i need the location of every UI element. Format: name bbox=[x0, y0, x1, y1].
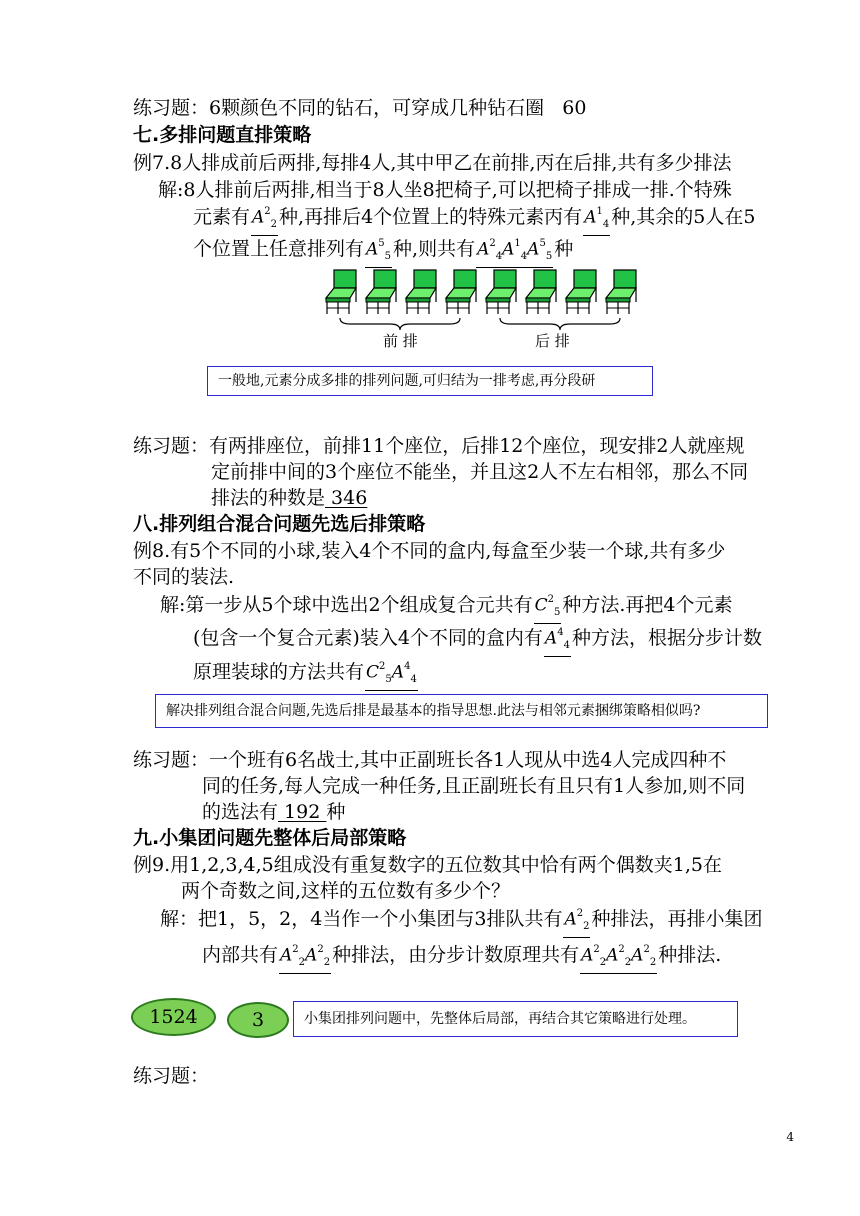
text: 排法的种数是 bbox=[211, 487, 326, 509]
page-number: 4 bbox=[786, 1130, 794, 1144]
note-box-7: 一般地,元素分成多排的排列问题,可归结为一排考虑,再分段研 bbox=[207, 366, 653, 396]
example-9-line2: 两个奇数之间,这样的五位数有多少个？ bbox=[181, 880, 511, 902]
math-A14: $A^1_4$ bbox=[583, 204, 610, 236]
math-A22A22: $A^2_2A^2_2$ bbox=[279, 942, 331, 974]
practice-label: 练习题： bbox=[133, 435, 210, 457]
text: 种排法. bbox=[658, 944, 722, 966]
section-8-heading: 八.排列组合混合问题先选后排策略 bbox=[133, 513, 426, 535]
text: 种方法，根据分步计数 bbox=[571, 627, 762, 649]
practice-line bbox=[133, 95, 586, 121]
text: 一个班有6名战士,其中正副班长各1人现从中选4人完成四种不 bbox=[209, 749, 727, 771]
solution-9-line1 bbox=[160, 906, 763, 938]
text: 种,则共有 bbox=[393, 238, 476, 260]
math-product: $A^2_4A^1_4A^5_5$ bbox=[476, 236, 553, 268]
math-A22A22A22: $A^2_2A^2_2A^2_2$ bbox=[580, 942, 657, 974]
solution-7-line1: 解:8人排前后两排,相当于8人坐8把椅子,可以把椅子排成一排.个特殊 bbox=[158, 179, 732, 201]
chair-icon bbox=[326, 270, 356, 314]
text: 种排法，再排小集团 bbox=[591, 908, 763, 930]
math-A55: $A^5_5$ bbox=[365, 236, 392, 268]
oval-3: 3 bbox=[227, 1002, 289, 1038]
text: 的选法有 bbox=[202, 801, 279, 823]
math-A22: $A^2_2$ bbox=[563, 906, 590, 938]
practice-text: 6颗颜色不同的钻石，可穿成几种钻石圈 bbox=[209, 97, 545, 119]
example-7: 例7.8人排成前后两排,每排4人,其中甲乙在前排,丙在后排,共有多少排法 bbox=[133, 152, 732, 174]
note-box-8: 解决排列组合混合问题,先选后排是最基本的指导思想.此法与相邻元素捆绑策略相似吗? bbox=[155, 694, 768, 728]
text: 种 bbox=[554, 238, 574, 260]
math-C25A44: $C^2_5A^4_4$ bbox=[365, 659, 418, 691]
front-label: 前 排 bbox=[383, 332, 418, 350]
practice-8-line2: 同的任务,每人完成一种任务,且正副班长有且只有1人参加,则不同 bbox=[202, 775, 746, 797]
text: 解：把1，5，2，4当作一个小集团与3排队共有 bbox=[160, 908, 563, 930]
oval-1524: 1524 bbox=[131, 998, 216, 1036]
text: 内部共有 bbox=[202, 944, 279, 966]
solution-8-line3 bbox=[193, 659, 419, 691]
text: 种排法，由分步计数原理共有 bbox=[332, 944, 580, 966]
example-8-line1: 例8.有5个不同的小球,装入4个不同的盒内,每盒至少装一个球,共有多少 bbox=[133, 540, 726, 562]
back-label: 后 排 bbox=[535, 332, 570, 350]
chair-icon bbox=[606, 270, 636, 314]
text: (包含一个复合元素)装入4个不同的盒内有 bbox=[193, 627, 543, 649]
chair-icon bbox=[366, 270, 396, 314]
note-box-9: 小集团排列问题中，先整体后局部，再结合其它策略进行处理。 bbox=[293, 1001, 738, 1037]
math-A44: $A^4_4$ bbox=[544, 625, 571, 657]
math-A22: $A^2_2$ bbox=[251, 204, 278, 236]
practice-answer: 192 bbox=[278, 801, 327, 823]
text: 元素有 bbox=[193, 206, 251, 228]
text: 种,其余的5人在5 bbox=[611, 206, 756, 228]
chair-icon bbox=[566, 270, 596, 314]
back-brace bbox=[500, 318, 620, 330]
text: 个位置上任意排列有 bbox=[193, 238, 365, 260]
solution-9-line2 bbox=[202, 942, 721, 974]
practice-8-line3 bbox=[202, 799, 345, 825]
practice-7-line1 bbox=[133, 433, 744, 459]
solution-8-line2 bbox=[193, 625, 762, 657]
practice-label: 练习题： bbox=[133, 749, 210, 771]
solution-7-line2 bbox=[193, 204, 755, 236]
text: 种,再排后4个位置上的特殊元素丙有 bbox=[279, 206, 583, 228]
solution-8-line1 bbox=[160, 592, 733, 624]
chair-icon bbox=[486, 270, 516, 314]
math-C25: $C^2_5$ bbox=[534, 592, 562, 624]
chairs-illustration bbox=[318, 268, 644, 354]
chair-icon bbox=[526, 270, 556, 314]
section-9-heading: 九.小集团问题先整体后局部策略 bbox=[133, 827, 407, 849]
solution-7-line3 bbox=[193, 236, 573, 268]
practice-answer: 346 bbox=[325, 487, 368, 509]
chair-icon bbox=[446, 270, 476, 314]
section-7-heading: 七.多排问题直排策略 bbox=[133, 124, 312, 146]
text: 原理装球的方法共有 bbox=[193, 661, 365, 683]
practice-7-line2: 定前排中间的3个座位不能坐，并且这2人不左右相邻，那么不同 bbox=[211, 461, 749, 483]
example-9-line1: 例9.用1,2,3,4,5组成没有重复数字的五位数其中恰有两个偶数夹1,5在 bbox=[133, 854, 722, 876]
text: 种方法.再把4个元素 bbox=[562, 594, 733, 616]
practice-9-label: 练习题： bbox=[133, 1065, 210, 1087]
practice-label: 练习题： bbox=[133, 97, 210, 119]
practice-8-line1 bbox=[133, 747, 726, 773]
practice-answer: 60 bbox=[562, 97, 587, 119]
example-8-line2: 不同的装法. bbox=[133, 566, 235, 588]
chair-icon bbox=[406, 270, 436, 314]
text: 种 bbox=[326, 801, 346, 823]
practice-7-line3 bbox=[211, 485, 367, 511]
text: 解:第一步从5个球中选出2个组成复合元共有 bbox=[160, 594, 533, 616]
text: 有两排座位，前排11个座位，后排12个座位，现安排2人就座规 bbox=[209, 435, 745, 457]
front-brace bbox=[340, 318, 460, 330]
